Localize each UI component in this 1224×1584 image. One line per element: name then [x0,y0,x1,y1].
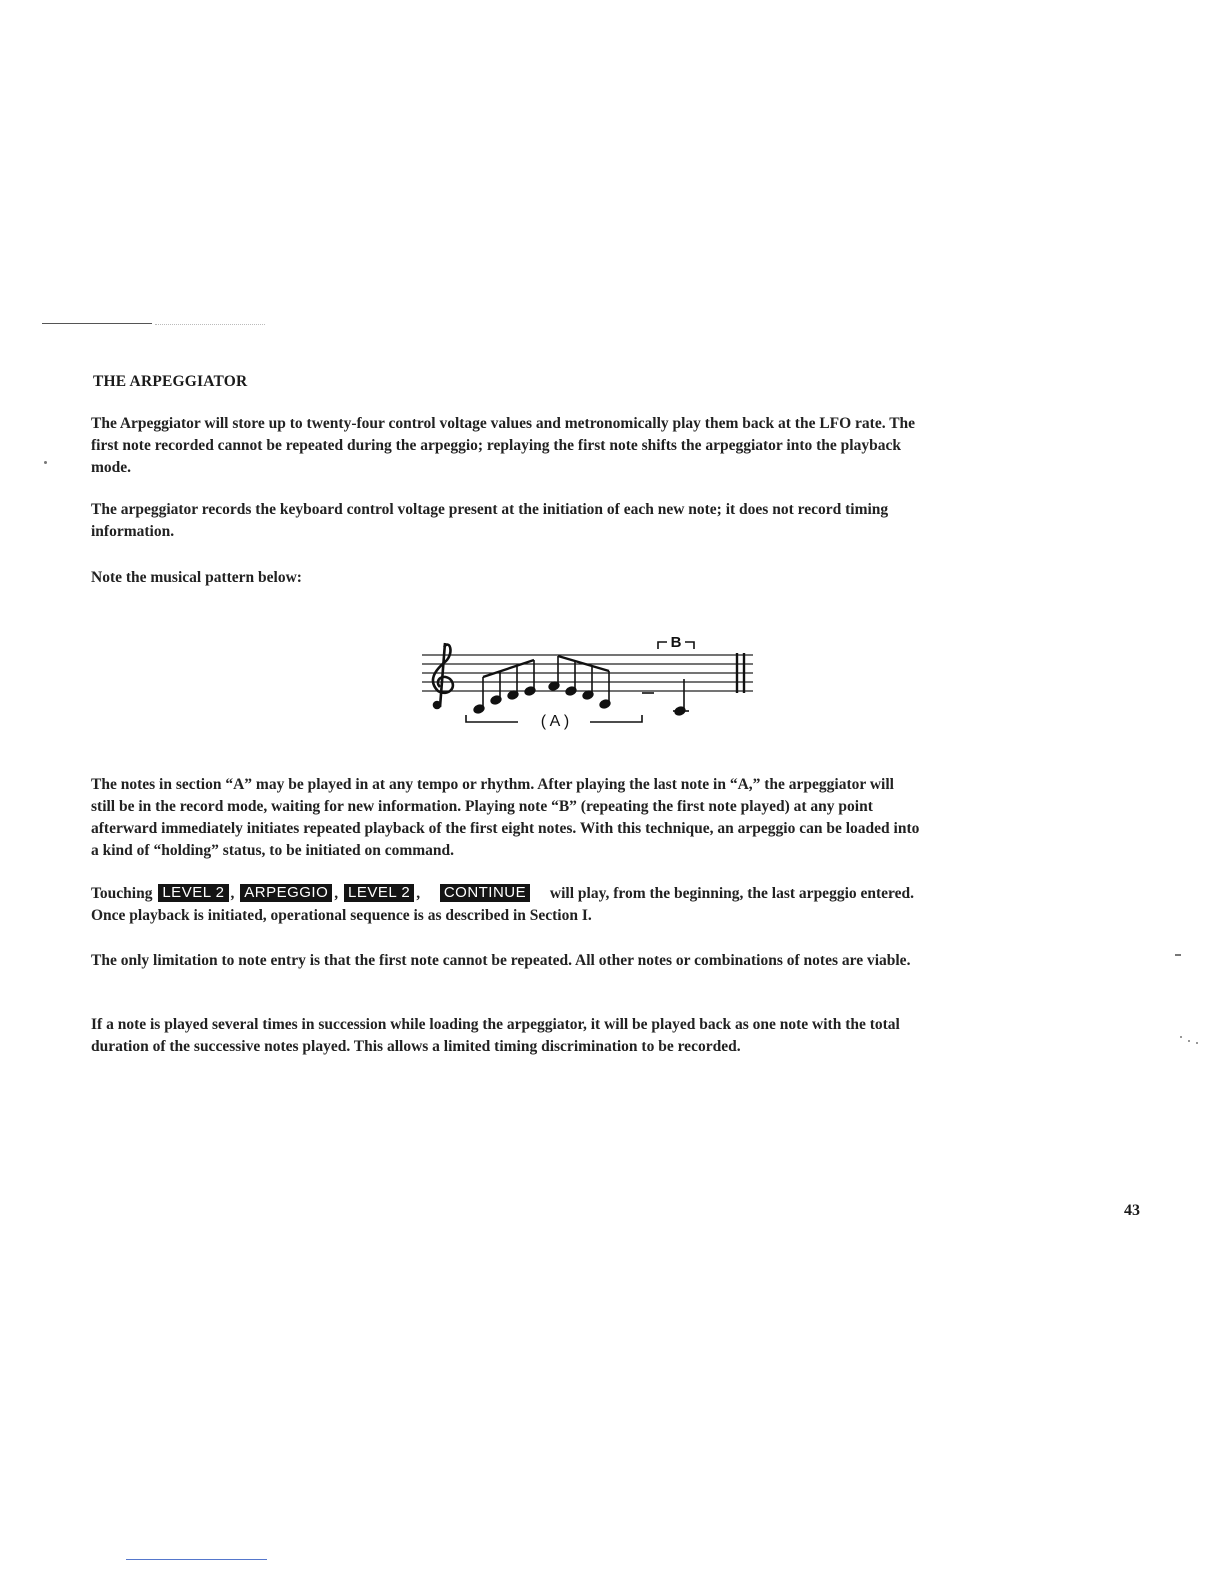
page-number: 43 [1124,1202,1140,1219]
paragraph-section-a: The notes in section “A” may be played in at any tempo or rhythm. After playing the last note in “A,” the arpeggiator will still be in the record mode, waiting for new information. Playing note “B” (repeating the first note played) at any point afterward immediately initiates repeated playback of the first eight notes. With this technique, an arpeggio can be loaded into a kind of “holding” status, to be initiated on command. [91,776,920,859]
scan-speck [1175,954,1181,956]
musical-score [410,625,770,735]
paragraph-note-pattern: Note the musical pattern below: [91,569,302,586]
separator-comma: , [334,885,339,902]
treble-clef-icon [433,643,453,708]
separator-comma: , [230,885,235,902]
staff-lines [422,655,753,691]
paragraph-intro: The Arpeggiator will store up to twenty-four control voltage values and metronomically play them back at the LFO rate. The first note recorded cannot be repeated during the arpeggio; replaying the first note shifts the arpeggiator into the playback mode. [91,415,916,476]
scan-rule-top [42,323,152,324]
section-heading: THE ARPEGGIATOR [93,373,248,390]
paragraph-limitation: The only limitation to note entry is that the first note cannot be repeated. All other notes or combinations of notes are viable. [91,952,911,969]
continue-button[interactable]: CONTINUE [440,884,530,902]
scan-rule-top-faint [155,324,265,325]
scan-rule-bottom [126,1559,267,1560]
paragraph-touching [91,883,921,927]
level-2-button-second[interactable]: LEVEL 2 [344,884,414,902]
section-a-notes [473,656,611,714]
scan-speck [44,461,47,464]
scan-speck [1180,1036,1182,1038]
level-2-button[interactable]: LEVEL 2 [158,884,228,902]
touching-lead-text: Touching [91,885,153,902]
separator-comma: , [416,885,421,902]
section-a-label: ( A ) [540,713,570,730]
section-b-label: B [670,634,682,651]
note-b [642,679,689,716]
arpeggio-button[interactable]: ARPEGGIO [240,884,332,902]
touching-tail-text: will play, from the beginning, the last arpeggio entered. Once playback is initiated, operational sequence is as described in Section I. [91,885,915,924]
paragraph-records: The arpeggiator records the keyboard control voltage present at the initiation of each new note; it does not record timing information. [91,501,889,540]
paragraph-successive-notes: If a note is played several times in succession while loading the arpeggiator, it will be played back as one note with the total duration of the successive notes played. This allows a limited timing discrimination to be recorded. [91,1016,900,1055]
scan-speck [1188,1040,1190,1042]
scan-speck [1196,1042,1198,1044]
